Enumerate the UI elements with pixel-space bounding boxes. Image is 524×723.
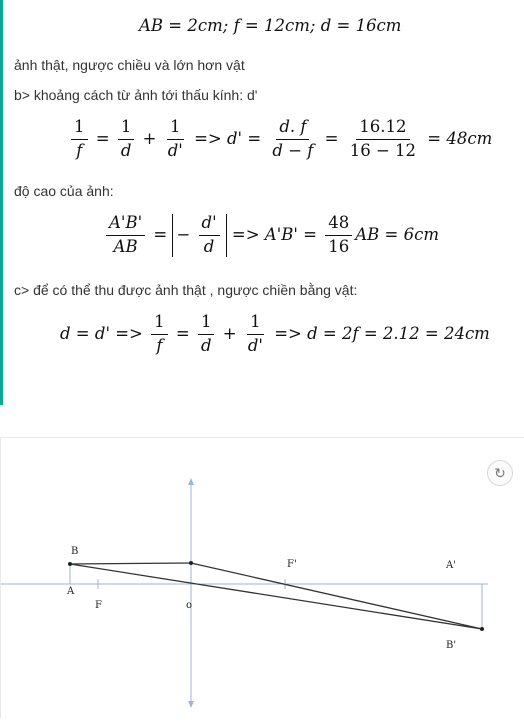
ray-parallel [70,563,191,564]
given-values [139,16,401,35]
eq1-arrow: => d' = [194,128,262,148]
given-f: f = 12cm; [233,16,316,35]
label-b: B [71,546,79,557]
ray-refracted [191,563,482,629]
point-bp [480,627,484,631]
eq3-lhs: d = d' => [60,323,143,343]
label-ap: A' [446,560,456,571]
accent-bar [0,0,3,405]
ray-center [70,564,482,629]
lens-equation: $\frac{1}{f}$ = $\frac{1}{d}$ + $\frac{1}{d'}$ => d' = $\frac{d. f}{d - f}$ = $\frac{16.12}{16 - 12}$ = 48cm [68,118,492,161]
label-bp: B' [446,640,457,651]
fraction-1-over-f: $\frac{1}{f}$ [71,118,88,161]
fraction-1-over-d: $\frac{1}{d}$ [118,118,135,161]
section-b-heading: b> khoảng cách từ ảnh tới thấu kính: d' [14,87,258,103]
fraction-48-16: $\frac{48}{16}$ [325,214,352,257]
eq2-result: AB = 6cm [355,224,439,244]
given-d: d = 16cm [320,16,402,35]
label-fp: F' [287,559,297,570]
point-lens-hit [189,561,193,565]
equal-size-equation: d = d' => $\frac{1}{f}$ = $\frac{1}{d}$ + $\frac{1}{d'}$ => d = 2f = 2.12 = 24cm [60,312,490,355]
lens-arrow-top [188,478,194,485]
fraction-1-over-dp: $\frac{1}{d'}$ [167,117,183,160]
absolute-value: − $\frac{d'}{d}$ [172,214,226,257]
eq1-result: = 48cm [427,128,493,148]
image-height-heading: độ cao của ảnh: [14,183,114,199]
refresh-icon[interactable]: ↻ [487,460,513,486]
magnification-equation: $\frac{A'B'}{AB}$ = − $\frac{d'}{d}$ => A'B' = $\frac{48}{16}$ AB = 6cm [103,214,439,257]
result-description: ảnh thật, ngược chiều và lớn hơn vật [14,57,245,73]
section-c-heading: c> để có thể thu được ảnh thật , ngược chiền bằng vật: [14,282,358,298]
label-f: F [95,600,102,611]
fraction-df: $\frac{d. f}{d - f}$ [272,117,314,160]
lens-ray-diagram [0,437,524,718]
eq2-arrow: => A'B' = [231,224,317,244]
point-b [68,562,72,566]
given-ab: AB = 2cm; [139,16,229,35]
fraction-numeric: $\frac{16.12}{16 - 12}$ [349,117,417,160]
label-o: o [186,600,193,611]
eq3-result: => d = 2f = 2.12 = 24cm [274,323,490,343]
diagram-svg [1,438,524,718]
lens-arrow-bottom [188,701,194,708]
label-a: A [67,586,75,597]
fraction-apbp-ab: $\frac{A'B'}{AB}$ [106,214,145,257]
